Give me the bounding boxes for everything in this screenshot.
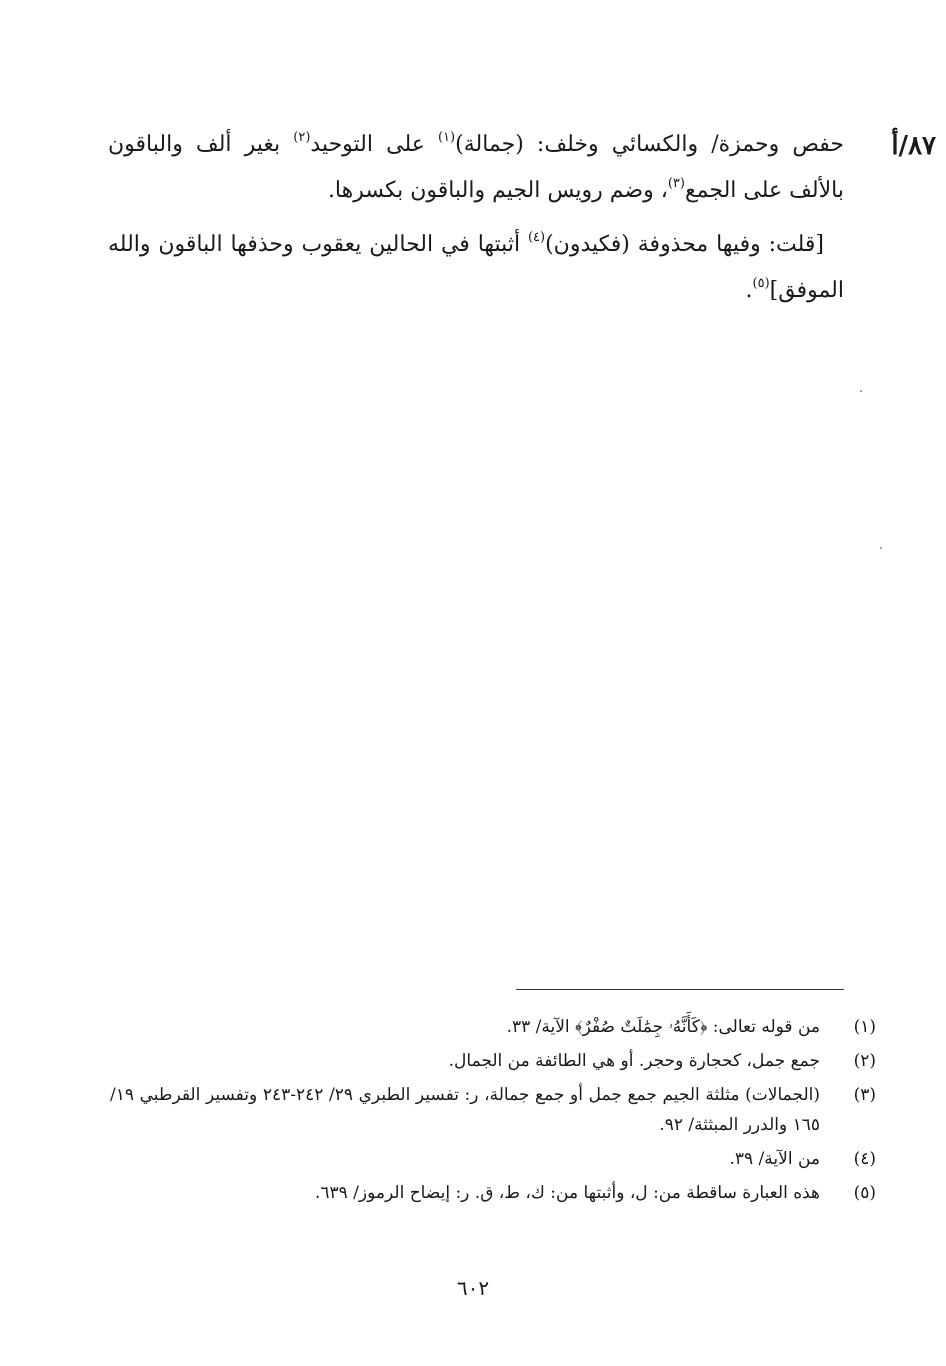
footnote-text: جمع جمل، كحجارة وحجر. أو هي الطائفة من الجمال. xyxy=(448,1051,820,1071)
footnote-marker[interactable]: (٤) xyxy=(527,230,546,245)
footnote-marker[interactable]: (٥) xyxy=(752,276,770,291)
footnote-number: (١) xyxy=(853,1017,876,1037)
text-run: . xyxy=(745,278,753,303)
text-run: بغير ألف والباقون بالألف على الجمع xyxy=(108,132,844,203)
paragraph-readings xyxy=(108,122,844,214)
footnote-number: (٢) xyxy=(853,1051,876,1071)
text-run: أثبتها في الحالين يعقوب وحذفها الباقون والله الموفق] xyxy=(108,232,844,303)
text-run: حفص وحمزة/ والكسائي وخلف: (جمالة) xyxy=(455,132,844,157)
footnote-number: (٤) xyxy=(853,1149,876,1169)
main-text-block xyxy=(108,122,844,322)
page-number: ٦٠٢ xyxy=(456,1276,490,1300)
text-run: ، وضم رويس الجيم والباقون بكسرها. xyxy=(327,178,668,203)
scan-speck xyxy=(860,390,862,392)
scan-speck xyxy=(880,547,882,549)
paragraph-note xyxy=(108,222,844,314)
footnote-text: (الجمالات) مثلثة الجيم جمع جمل أو جمع جمالة، ر: تفسير الطبري ٢٩/ ٢٤٢-٢٤٣ وتفسير القرطبي ١٩/ ١٦٥ والدرر المبثثة/ ٩٢. xyxy=(110,1085,820,1135)
text-run: [قلت: وفيها محذوفة (فكيدون) xyxy=(545,232,824,257)
footnote-text: من قوله تعالى: ﴿كَأَنَّهُۥ جِمَٰلَتٌ صُفْرٌ﴾ الآية/ ٣٣. xyxy=(506,1017,820,1037)
footnote-marker[interactable]: (٢) xyxy=(293,130,311,145)
footnote-number: (٥) xyxy=(853,1183,876,1203)
footnote-text: من الآية/ ٣٩. xyxy=(729,1149,820,1169)
footnote-separator xyxy=(516,989,844,990)
footnote-marker[interactable]: (١) xyxy=(437,130,456,145)
footnote-3 xyxy=(110,1080,876,1140)
footnote-1 xyxy=(110,1012,876,1042)
footnote-text: هذه العبارة ساقطة من: ل، وأثبتها من: ك، ط، ق. ر: إيضاح الرموز/ ٦٣٩. xyxy=(314,1183,820,1203)
margin-folio-reference: ٨٧/أ xyxy=(891,131,936,161)
text-run: على التوحيد xyxy=(310,132,438,157)
footnote-number: (٣) xyxy=(853,1085,876,1105)
footnote-2 xyxy=(110,1046,876,1076)
footnotes-section xyxy=(110,1012,876,1212)
footnote-4 xyxy=(110,1144,876,1174)
footnote-5 xyxy=(110,1178,876,1208)
footnote-marker[interactable]: (٣) xyxy=(667,176,685,191)
